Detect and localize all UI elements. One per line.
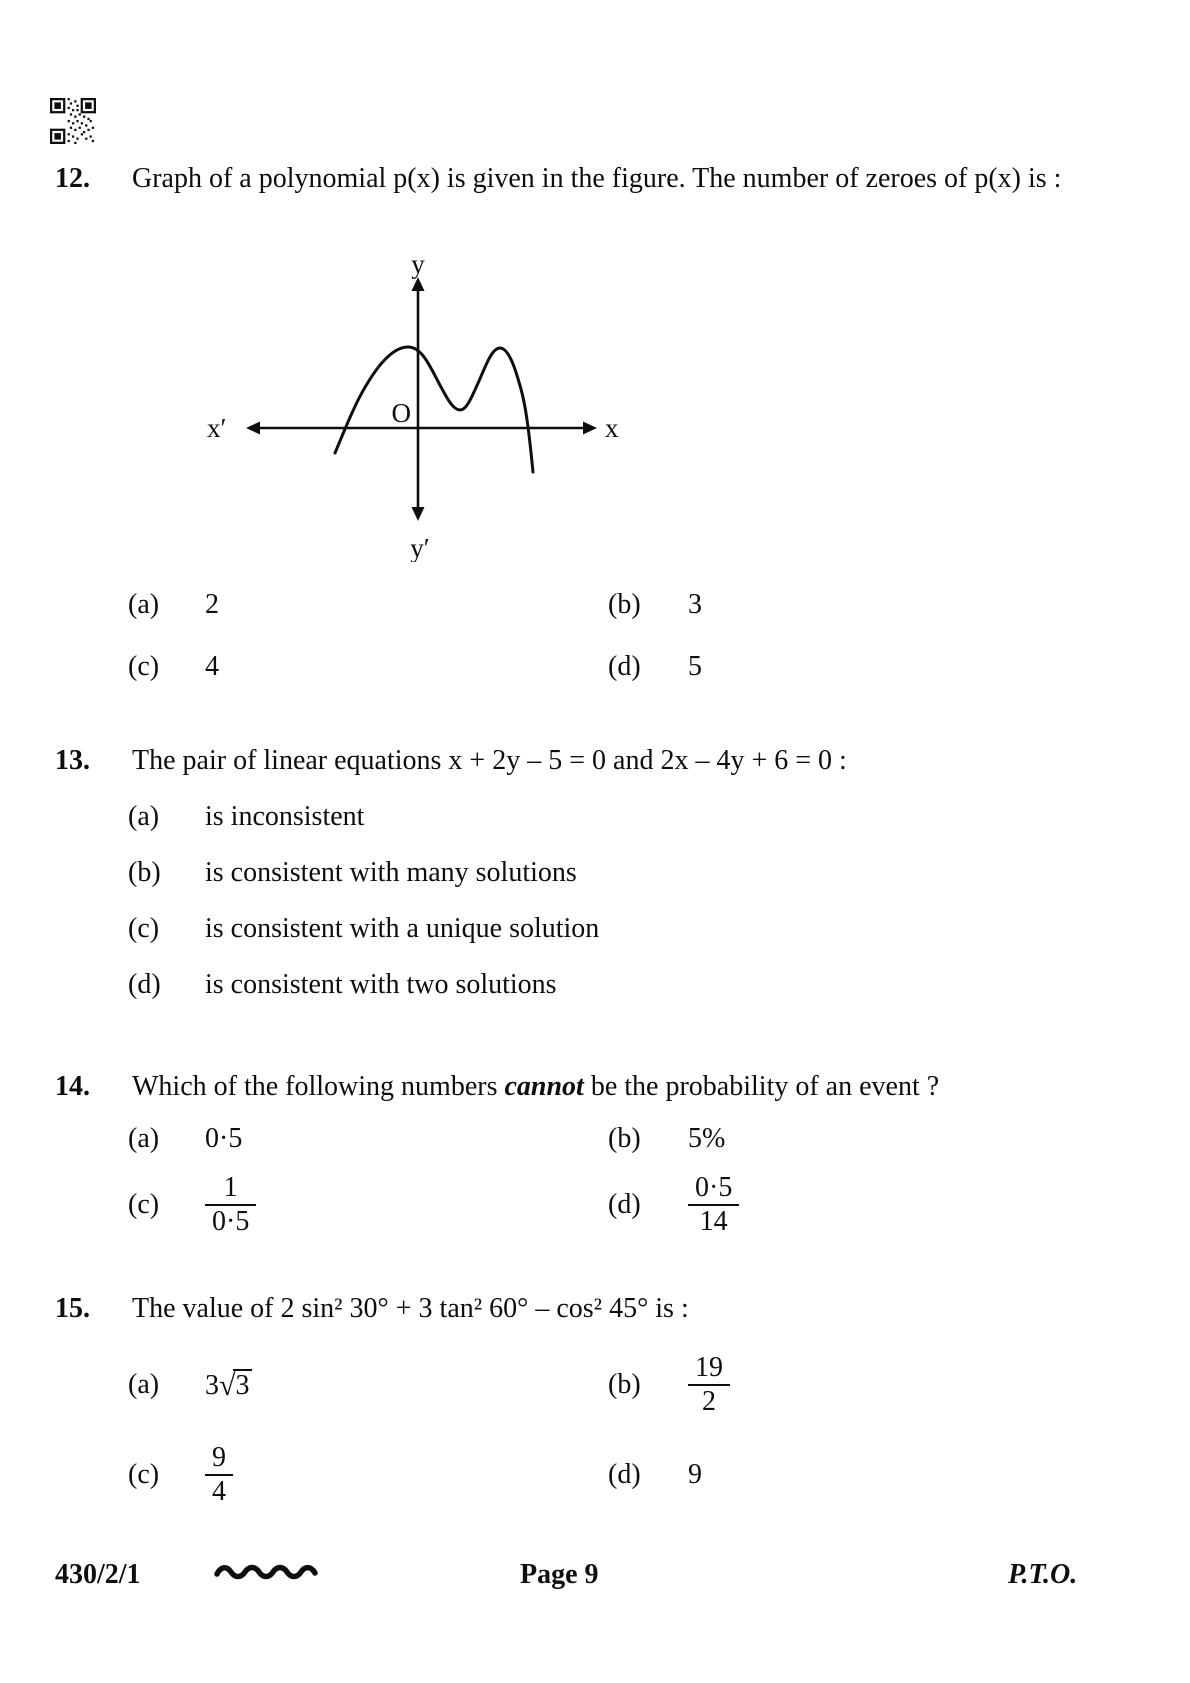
fraction-denominator: 2 <box>688 1384 730 1418</box>
qr-code <box>50 98 96 144</box>
x-axis-right-arrow <box>583 422 597 435</box>
question-14-text-emphasis: cannot <box>504 1071 584 1102</box>
sqrt-radicand: 3 <box>233 1369 252 1401</box>
question-12-options <box>128 588 702 712</box>
option-value: 9 <box>688 1459 702 1490</box>
polynomial-graph-figure <box>195 246 625 562</box>
fraction-denominator: 14 <box>688 1204 739 1238</box>
question-15-number: 15. <box>55 1293 90 1324</box>
option-letter: (a) <box>128 1123 160 1154</box>
squiggle-icon <box>213 1562 319 1584</box>
option-value: 5% <box>688 1123 726 1154</box>
question-15-text: The value of 2 sin² 30° + 3 tan² 60° – cos² 45° is : <box>132 1293 689 1324</box>
x-prime-axis-label: x′ <box>207 413 227 443</box>
question-14 <box>55 1066 1132 1108</box>
question-14-text-after: be the probability of an event ? <box>583 1071 940 1102</box>
option-row <box>128 1122 725 1156</box>
question-13 <box>55 740 1132 782</box>
fraction-denominator: 0·5 <box>205 1204 256 1238</box>
option-row <box>128 968 599 1002</box>
question-12-text: Graph of a polynomial p(x) is given in the figure. The number of zeroes of p(x) is : <box>132 163 1062 194</box>
option-letter: (c) <box>128 1189 160 1220</box>
question-13-options <box>128 800 599 1024</box>
y-prime-axis-label: y′ <box>410 533 430 562</box>
y-axis-top-arrow <box>412 277 425 291</box>
y-axis-bottom-arrow <box>412 507 425 521</box>
option-value: 0·5 <box>205 1123 243 1154</box>
question-14-text <box>132 1066 1132 1108</box>
option-value <box>688 1172 739 1238</box>
option-letter: (a) <box>128 589 160 620</box>
option-row <box>128 1442 702 1508</box>
question-15-options-row-2 <box>128 1442 702 1532</box>
question-13-text: The pair of linear equations x + 2y – 5 = 0 and 2x – 4y + 6 = 0 : <box>132 745 847 776</box>
option-value <box>205 1368 608 1403</box>
x-axis-label: x <box>605 413 619 443</box>
option-value: is inconsistent <box>205 801 365 832</box>
question-14-text-before: Which of the following numbers <box>132 1071 505 1102</box>
fraction-numerator: 1 <box>223 1172 238 1203</box>
sqrt-coefficient: 3 <box>205 1369 219 1401</box>
option-value: is consistent with many solutions <box>205 857 577 888</box>
question-12 <box>55 158 1062 200</box>
option-value: 4 <box>205 651 219 682</box>
option-letter: (b) <box>608 1123 641 1154</box>
option-letter: (c) <box>128 651 160 682</box>
option-value: is consistent with a unique solution <box>205 913 600 944</box>
option-letter: (a) <box>128 801 160 832</box>
polynomial-curve <box>335 347 533 472</box>
option-row <box>128 588 702 622</box>
option-row <box>128 1172 739 1238</box>
question-12-number: 12. <box>55 163 90 194</box>
option-value: is consistent with two solutions <box>205 969 557 1000</box>
option-row <box>128 800 599 834</box>
fraction-numerator: 19 <box>695 1352 723 1383</box>
option-row <box>128 1352 730 1418</box>
sqrt-icon: √ <box>219 1368 236 1402</box>
page-number: Page 9 <box>520 1559 599 1590</box>
paper-code: 430/2/1 <box>55 1559 141 1590</box>
y-axis-label: y <box>411 249 425 279</box>
question-14-options-row-2 <box>128 1172 739 1262</box>
question-15-options-row-1 <box>128 1352 730 1442</box>
option-letter: (a) <box>128 1369 160 1400</box>
question-13-number: 13. <box>55 745 90 776</box>
option-row <box>128 856 599 890</box>
option-value: 3 <box>688 589 702 620</box>
question-14-number: 14. <box>55 1071 90 1102</box>
option-value <box>205 1172 608 1238</box>
fraction <box>205 1172 256 1238</box>
option-letter: (c) <box>128 1459 160 1490</box>
option-letter: (d) <box>128 969 161 1000</box>
pto-label: P.T.O. <box>1008 1559 1078 1590</box>
option-letter: (d) <box>608 1189 641 1220</box>
fraction <box>205 1442 233 1508</box>
option-letter: (b) <box>128 857 161 888</box>
fraction-numerator: 0·5 <box>695 1172 733 1203</box>
option-letter: (d) <box>608 651 641 682</box>
option-value: 5 <box>688 651 702 682</box>
question-15 <box>55 1288 1132 1330</box>
option-row <box>128 650 702 684</box>
fraction <box>688 1352 730 1418</box>
option-letter: (b) <box>608 589 641 620</box>
option-value <box>205 1442 608 1508</box>
fraction-numerator: 9 <box>212 1442 226 1473</box>
option-value: 2 <box>205 589 219 620</box>
x-axis-left-arrow <box>246 422 260 435</box>
option-value <box>688 1352 730 1418</box>
option-letter: (c) <box>128 913 160 944</box>
fraction <box>688 1172 739 1238</box>
option-letter: (b) <box>608 1369 641 1400</box>
origin-label: O <box>391 398 411 428</box>
option-letter: (d) <box>608 1459 641 1490</box>
option-row <box>128 912 599 946</box>
fraction-denominator: 4 <box>205 1474 233 1508</box>
